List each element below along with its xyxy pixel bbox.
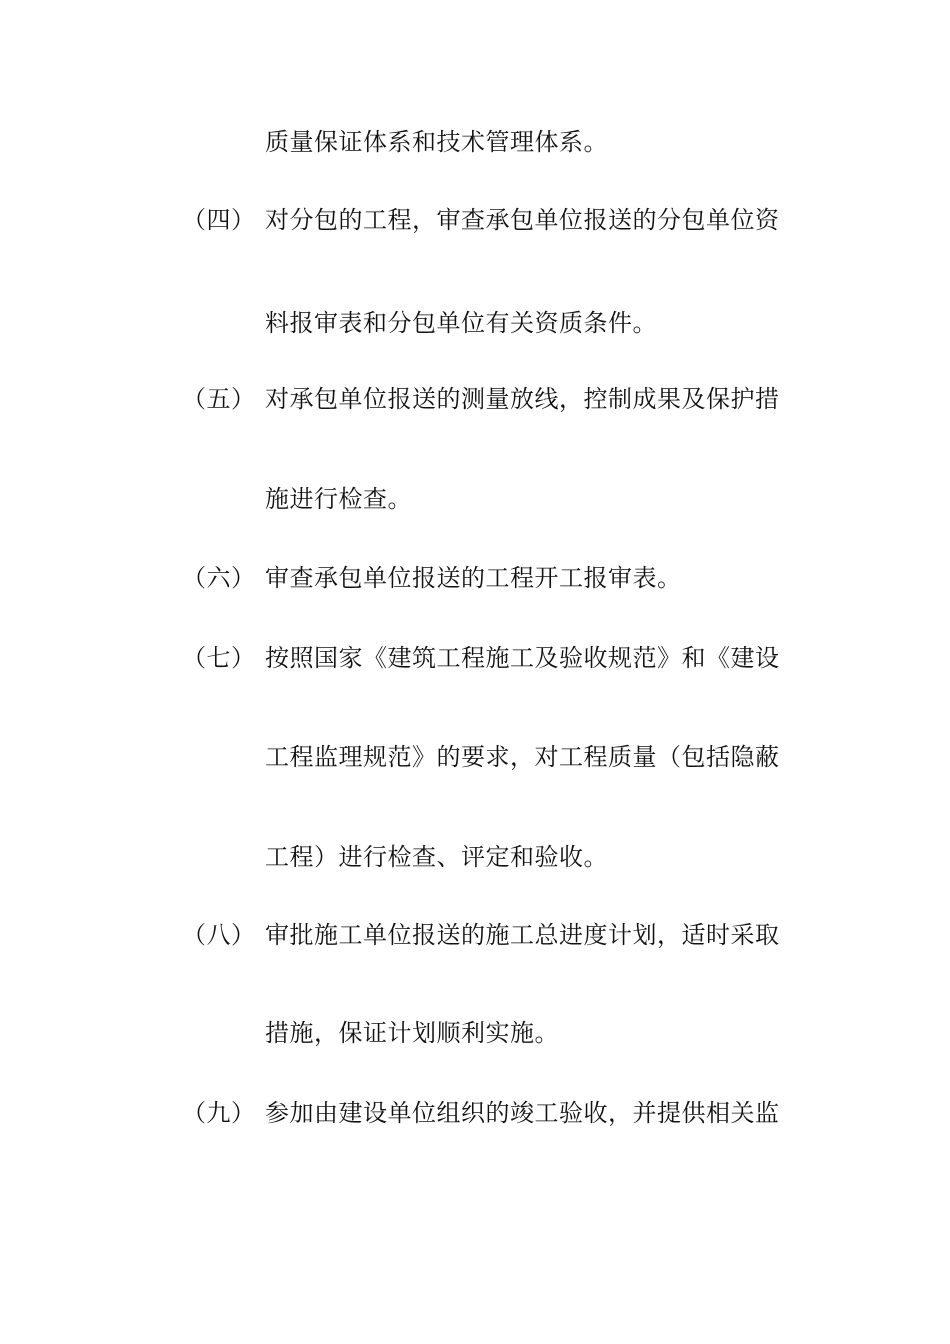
item-9-marker: （九）	[182, 1099, 256, 1127]
item-4-marker: （四）	[182, 206, 256, 234]
item-7-line-2: 工程监理规范》的要求，对工程质量（包括隐蔽	[265, 743, 780, 771]
item-5-marker: （五）	[182, 385, 256, 413]
item-6-marker: （六）	[182, 564, 256, 592]
continuation-line-1: 质量保证体系和技术管理体系。	[265, 128, 608, 156]
item-6-line-1: 审查承包单位报送的工程开工报审表。	[265, 564, 682, 592]
item-8-line-1: 审批施工单位报送的施工总进度计划，适时采取	[265, 921, 780, 949]
item-4-line-2: 料报审表和分包单位有关资质条件。	[265, 309, 657, 337]
item-8-marker: （八）	[182, 921, 256, 949]
item-7-marker: （七）	[182, 644, 256, 672]
item-7-line-1: 按照国家《建筑工程施工及验收规范》和《建设	[265, 644, 780, 672]
item-7-line-3: 工程）进行检查、评定和验收。	[265, 843, 608, 871]
item-5-line-1: 对承包单位报送的测量放线，控制成果及保护措	[265, 385, 780, 413]
item-4-line-1: 对分包的工程，审查承包单位报送的分包单位资	[265, 206, 780, 234]
item-8-line-2: 措施，保证计划顺利实施。	[265, 1019, 559, 1047]
item-9-line-1: 参加由建设单位组织的竣工验收，并提供相关监	[265, 1099, 780, 1127]
item-5-line-2: 施进行检查。	[265, 485, 412, 513]
